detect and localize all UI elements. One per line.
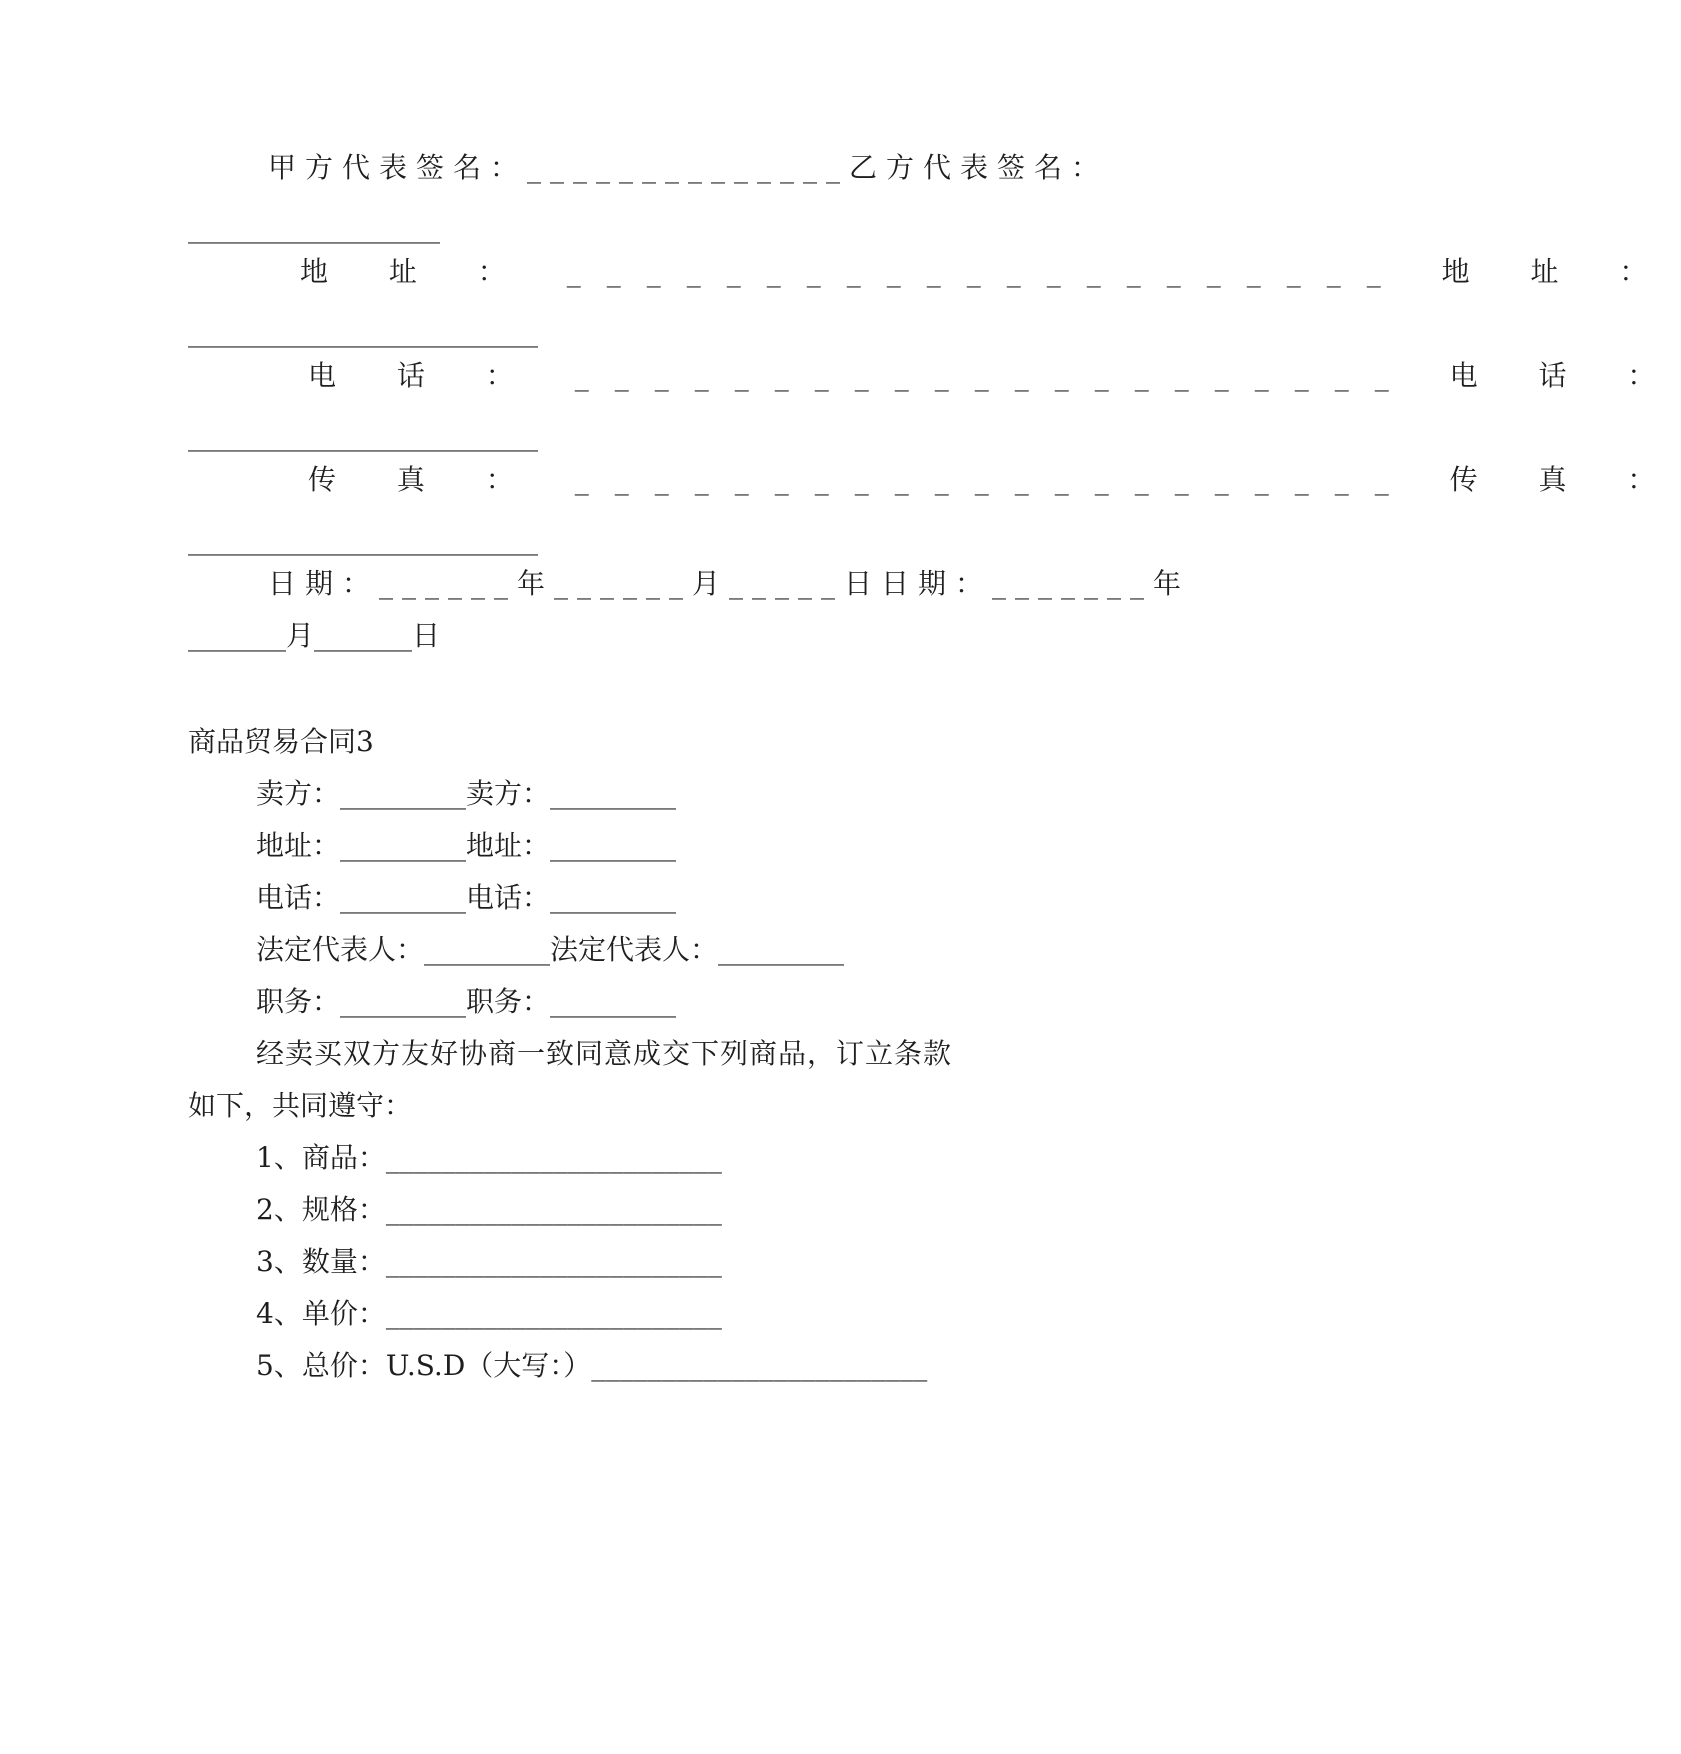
- address-continuation: _________________________: [188, 315, 538, 348]
- contract-phone-row: 电话：_________电话：_________: [256, 881, 677, 914]
- legal-representative-row: 法定代表人：_________法定代表人：_________: [256, 933, 845, 966]
- intro-paragraph-line-2: 如下，共同遵守：: [188, 1089, 413, 1122]
- phone-row: 电 话 ： _____________________ 电 话 ：: [308, 359, 1681, 392]
- item-goods: 1、商品：________________________: [256, 1141, 722, 1174]
- phone-continuation: _________________________: [188, 419, 538, 452]
- seller-row: 卖方：_________卖方：_________: [256, 777, 677, 810]
- date-row: 日期：______年______月_____日日期：_______年: [268, 567, 1191, 600]
- item-unit-price: 4、单价：________________________: [256, 1297, 722, 1330]
- fax-continuation: _________________________: [188, 523, 538, 556]
- contract-title: 商品贸易合同3: [188, 725, 374, 758]
- item-total-price: 5、总价：U.S.D（大写：）________________________: [256, 1349, 928, 1382]
- party-signature-row: 甲方代表签名：______________乙方代表签名：: [268, 151, 1109, 184]
- party-signature-continuation: __________________: [188, 211, 440, 244]
- item-specification: 2、规格：________________________: [256, 1193, 722, 1226]
- address-row: 地 址 ： _____________________ 地 址 ：: [300, 255, 1674, 288]
- contract-address-row: 地址：_________地址：_________: [256, 829, 677, 862]
- fax-row: 传 真 ： _____________________ 传 真 ：: [308, 463, 1681, 496]
- position-row: 职务：_________职务：_________: [256, 985, 677, 1018]
- date-continuation: _______月_______日: [188, 619, 441, 652]
- intro-paragraph-line-1: 经卖买双方友好协商一致同意成交下列商品，订立条款: [256, 1037, 953, 1070]
- item-quantity: 3、数量：________________________: [256, 1245, 722, 1278]
